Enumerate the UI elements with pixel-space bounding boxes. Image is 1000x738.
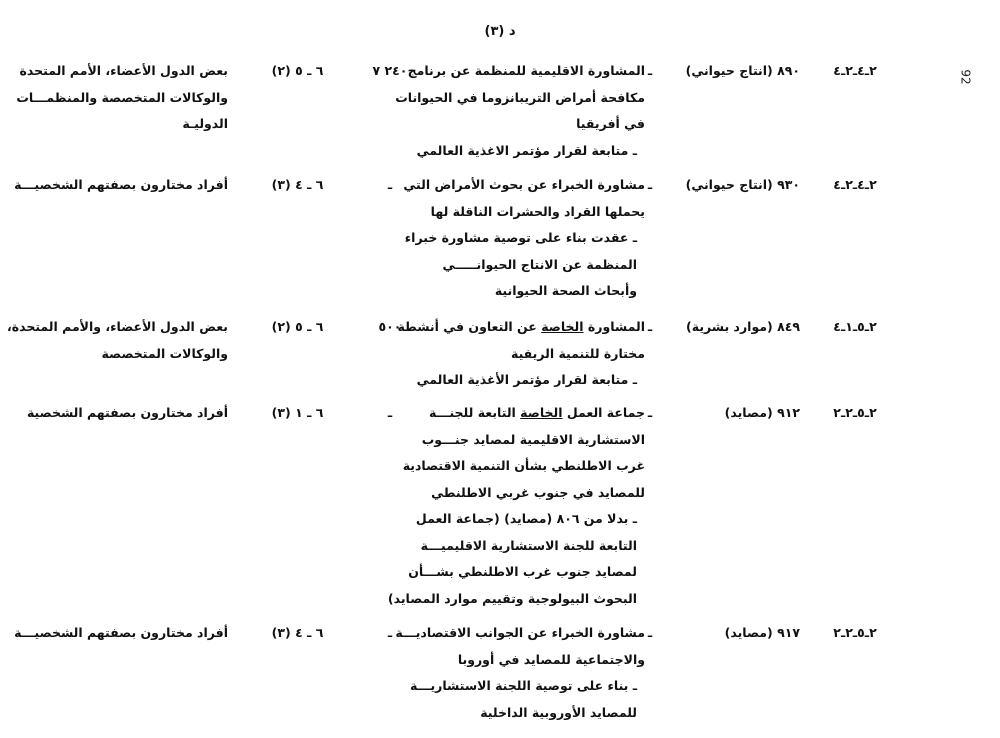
item-code: ٢ـ٥ـ١ـ٤ xyxy=(833,319,877,334)
participants-line: بعض الدول الأعضاء، والأمم المتحدة، xyxy=(6,319,228,334)
item-reference: ٨٤٩ (موارد بشرية) xyxy=(686,319,800,334)
separator-dash: ـ xyxy=(647,63,653,78)
item-participants xyxy=(6,314,228,367)
separator-dash: ـ xyxy=(647,405,653,420)
item-amount: ـ xyxy=(387,405,393,420)
participants-line: بعض الدول الأعضاء، الأمم المتحدة xyxy=(19,63,228,78)
participants-line: والوكالات المتخصصة xyxy=(101,345,228,361)
participants-line: أفراد مختارون بصفتهم الشخصيـــة xyxy=(14,177,228,192)
item-period: ٦ ـ ١ (٣) xyxy=(271,405,324,420)
separator-dash: ـ xyxy=(647,177,653,192)
separator-dash: ـ xyxy=(647,319,653,334)
separator-dash: ـ xyxy=(647,625,653,640)
item-title xyxy=(403,172,645,305)
title-line: وأبحاث الصحة الحيوانية xyxy=(494,283,637,298)
item-participants xyxy=(10,172,228,199)
participants-line: أفراد مختارون بصفتهم الشخصية xyxy=(26,405,228,420)
item-participants xyxy=(10,620,228,647)
title-line: ـ بناء على توصية اللجنة الاستشاريـــة xyxy=(410,678,637,693)
title-line: غرب الاطلنطي بشأن التنمية الاقتصادية xyxy=(402,458,645,473)
item-reference: ٩١٧ (مصايد) xyxy=(724,625,800,640)
title-line: للمصايد في جنوب غربي الاطلنطي xyxy=(431,484,645,500)
title-line: ـ متابعة لقرار مؤتمر الأغذية العالمي xyxy=(416,372,637,387)
item-amount: ـ xyxy=(387,625,393,640)
item-participants xyxy=(10,400,228,427)
item-period: ٦ ـ ٤ (٣) xyxy=(271,177,324,192)
title-line: والاجتماعية للمصايد في أوروبا xyxy=(457,651,645,667)
item-reference: ٨٩٠ (انتاج حيواني) xyxy=(685,63,800,78)
side-page-number: 92 xyxy=(958,69,973,85)
title-line: ـ متابعة لقرار مؤتمر الاغذية العالمي xyxy=(416,142,637,158)
title-line: لمصايد جنوب غرب الاطلنطي بشـــأن xyxy=(408,564,637,579)
title-line: يحملها القراد والحشرات الناقلة لها xyxy=(430,203,645,219)
item-title xyxy=(387,400,645,612)
title-line: ـ عقدت بناء على توصية مشاورة خبراء xyxy=(404,230,637,245)
item-reference: ٩٣٠ (انتاج حيواني) xyxy=(685,177,800,192)
title-line: مشاورة الخبراء عن الجوانب الاقتصاديـــة xyxy=(395,625,645,640)
title-line: في أفريقيا xyxy=(576,116,645,131)
item-title xyxy=(395,620,645,726)
page-header: د (٣) xyxy=(484,24,516,39)
item-reference: ٩١٢ (مصايد) xyxy=(724,405,800,420)
participants-line: أفراد مختارون بصفتهم الشخصيـــة xyxy=(14,625,228,640)
item-amount: ـ xyxy=(387,177,393,192)
participants-line: الدوليـة xyxy=(182,116,228,131)
item-code: ٢ـ٤ـ٢ـ٤ xyxy=(833,177,877,192)
title-line: التابعة للجنة الاستشارية الاقليميـــة xyxy=(420,537,637,553)
title-line: مكافحة أمراض التريبانزوما في الحيوانات xyxy=(395,89,645,105)
title-line: مشاورة الخبراء عن بحوث الأمراض التي xyxy=(403,177,645,192)
underlined-word: الخاصة xyxy=(520,405,563,420)
title-line: ـ بدلا من ٨٠٦ (مصايد) (جماعة العمل xyxy=(415,511,637,526)
item-amount: ٢٤٠ ٧ xyxy=(372,63,408,78)
item-period: ٦ ـ ٥ (٢) xyxy=(271,63,324,78)
item-amount: ٥٠٠ xyxy=(378,319,402,334)
title-line: المنظمة عن الانتاج الحيوانـــــي xyxy=(442,256,637,272)
underlined-word: الخاصة xyxy=(541,319,584,334)
title-line: المشاورة الخاصة عن التعاون في أنشطة xyxy=(397,319,645,334)
item-participants xyxy=(10,58,228,138)
item-title xyxy=(397,314,645,394)
item-code: ٢ـ٥ـ٢ـ٢ xyxy=(833,405,877,420)
title-line: للمصايد الأوروبية الداخلية xyxy=(480,704,637,720)
title-line: مختارة للتنمية الريفية xyxy=(510,345,645,361)
item-title xyxy=(395,58,645,164)
item-period: ٦ ـ ٤ (٣) xyxy=(271,625,324,640)
title-line: الاستشارية الاقليمية لمصايد جنـــوب xyxy=(421,431,645,447)
title-line: جماعة العمل الخاصة التابعة للجنـــة xyxy=(429,405,645,420)
title-line: المشاورة الاقليمية للمنظمة عن برنامج xyxy=(407,63,645,78)
item-code: ٢ـ٥ـ٢ـ٢ xyxy=(833,625,877,640)
participants-line: والوكالات المتخصصة والمنظمـــات xyxy=(16,89,228,105)
item-code: ٢ـ٤ـ٢ـ٤ xyxy=(833,63,877,78)
title-line: البحوث البيولوجية وتقييم موارد المصايد) xyxy=(387,590,637,606)
item-period: ٦ ـ ٥ (٢) xyxy=(271,319,324,334)
